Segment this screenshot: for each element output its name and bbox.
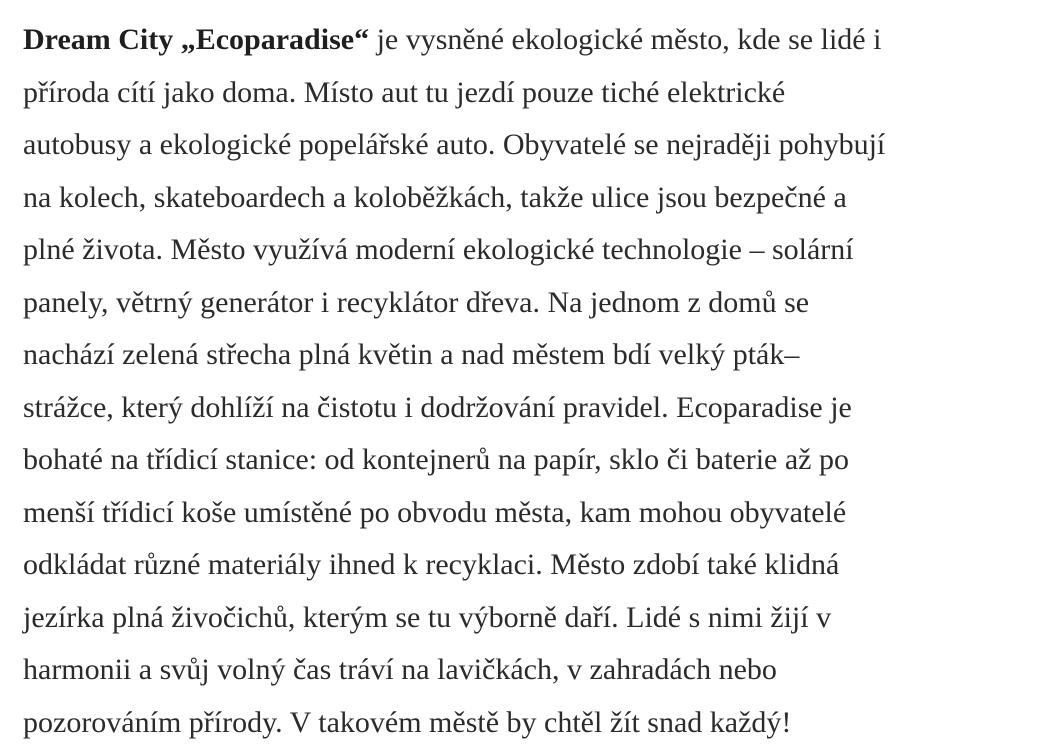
article-paragraph <box>23 14 1045 749</box>
paragraph-line-4: na kolech, skateboardech a koloběžkách, takže ulice jsou bezpečné a <box>23 180 847 214</box>
paragraph-line-3: autobusy a ekologické popelářské auto. Obyvatelé se nejraději pohybují <box>23 128 886 161</box>
paragraph-line-12: jezírka plná živočichů, kterým se tu výborně daří. Lidé s nimi žijí v <box>23 600 832 634</box>
paragraph-line-1 <box>23 14 1045 67</box>
line-text: je vysněné ekologické město, kde se lidé i <box>369 23 882 56</box>
paragraph-line-6: panely, větrný generátor i recyklátor dřeva. Na jednom z domů se <box>23 285 810 319</box>
paragraph-line-9: bohaté na třídicí stanice: od kontejnerů na papír, sklo či baterie až po <box>23 443 849 476</box>
paragraph-line-10: menší třídicí koše umístěné po obvodu města, kam mohou obyvatelé <box>23 495 847 529</box>
paragraph-line-8: strážce, který dohlíží na čistotu i dodržování pravidel. Ecoparadise je <box>23 390 852 424</box>
paragraph-line-13: harmonii a svůj volný čas tráví na lavičkách, v zahradách nebo <box>23 653 777 686</box>
paragraph-line-5: plné života. Město využívá moderní ekologické technologie – solární <box>23 233 854 266</box>
paragraph-line-2: příroda cítí jako doma. Místo aut tu jezdí pouze tiché elektrické <box>23 75 786 109</box>
paragraph-line-11: odkládat různé materiály ihned k recyklaci. Město zdobí také klidná <box>23 548 840 581</box>
paragraph-line-7: nachází zelená střecha plná květin a nad městem bdí velký pták– <box>23 338 800 371</box>
paragraph-line-14: pozorováním přírody. V takovém městě by chtěl žít snad každý! <box>23 705 792 739</box>
article-title: Dream City „Ecoparadise“ <box>23 23 370 56</box>
